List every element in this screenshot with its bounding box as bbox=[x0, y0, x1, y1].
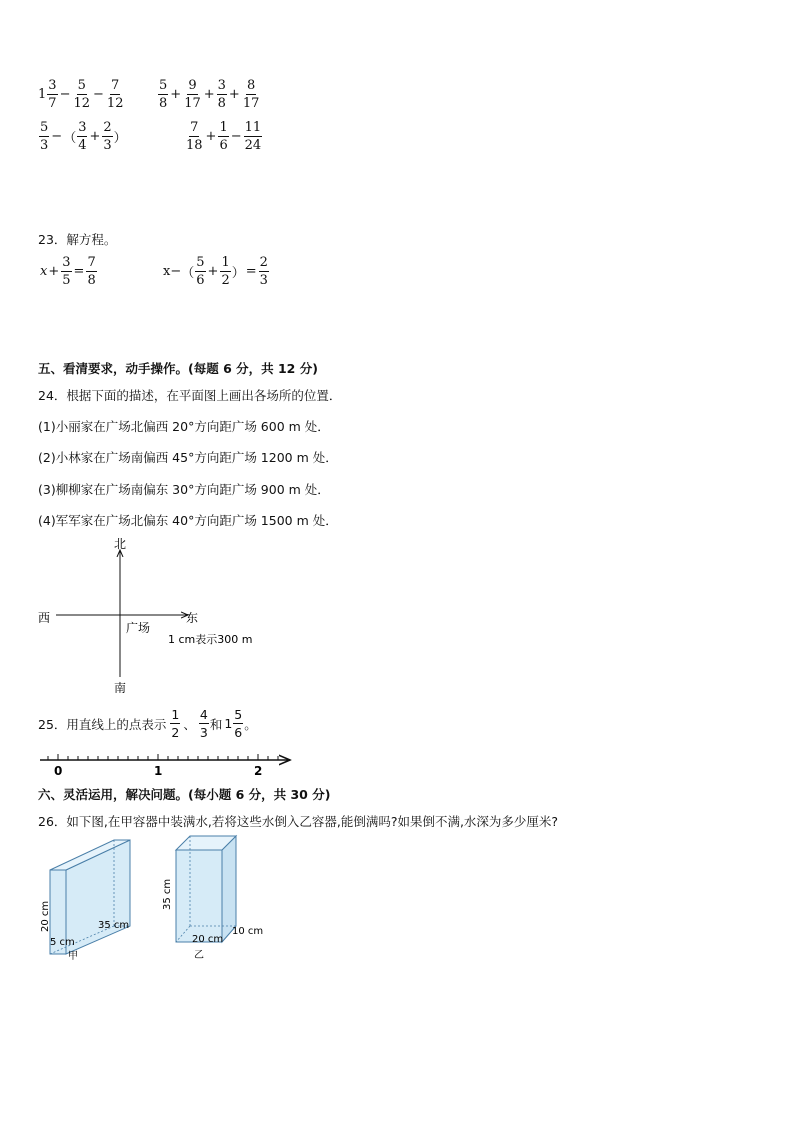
fraction: $\frac{3}{7}$ bbox=[48, 78, 57, 111]
fraction: $\frac{5}{8}$ bbox=[159, 78, 168, 111]
compass-diagram bbox=[30, 532, 290, 702]
tick-label-0: 0 bbox=[54, 764, 63, 778]
q24-prompt: 24．根据下面的描述，在平面图上画出各场所的位置． bbox=[38, 388, 342, 403]
fraction: $\frac{4}{3}$ bbox=[199, 707, 208, 740]
fraction: $\frac{3}{4}$ bbox=[78, 120, 87, 153]
fraction: $\frac{5}{6}$ bbox=[196, 255, 205, 288]
fraction: $\frac{2}{3}$ bbox=[103, 120, 112, 153]
fraction: $\frac{5}{6}$ bbox=[234, 707, 243, 740]
box-a-length: 35 cm bbox=[98, 920, 130, 931]
container-a-diagram bbox=[36, 836, 146, 961]
box-a-width: 5 cm bbox=[50, 937, 75, 948]
fraction: $\frac{2}{3}$ bbox=[259, 255, 268, 288]
q23-label: 23．解方程。 bbox=[38, 232, 117, 247]
fraction: $\frac{5}{12}$ bbox=[73, 78, 91, 111]
east-label: 东 bbox=[186, 611, 199, 625]
west-label: 西 bbox=[38, 611, 51, 625]
fraction: $\frac{7}{12}$ bbox=[106, 78, 124, 111]
box-b-height: 35 cm bbox=[162, 878, 173, 910]
q25-prompt: 25．用直线上的点表示 $\frac{1}{2}$ 、 $\frac{4}{3}$ 和 1 $\frac{5}{6}$ 。 bbox=[38, 707, 257, 740]
north-label: 北 bbox=[114, 537, 127, 551]
fraction: $\frac{9}{17}$ bbox=[184, 78, 201, 111]
box-b-length: 20 cm bbox=[192, 934, 224, 945]
fraction: $\frac{1}{6}$ bbox=[219, 120, 228, 153]
number-line bbox=[36, 748, 296, 778]
box-b-width: 10 cm bbox=[232, 926, 264, 937]
fraction: $\frac{7}{8}$ bbox=[87, 255, 96, 288]
container-b-diagram bbox=[160, 830, 270, 965]
q24-item-1: (1)小丽家在广场北偏西 20°方向距广场 600 m 处． bbox=[38, 419, 330, 434]
fraction: $\frac{5}{3}$ bbox=[40, 120, 49, 153]
section5-heading: 五、看清要求，动手操作。(每题 6 分，共 12 分) bbox=[38, 361, 318, 376]
section6-heading: 六、灵活运用，解决问题。(每小题 6 分，共 30 分) bbox=[38, 787, 331, 802]
expr-2: $\frac{5}{8}$ + $\frac{9}{17}$ + $\frac{3}{8}$ + $\frac{8}{17}$ bbox=[159, 78, 260, 111]
fraction: $\frac{8}{17}$ bbox=[242, 78, 260, 111]
box-a-height: 20 cm bbox=[40, 900, 51, 932]
expr-1: 1 $\frac{3}{7}$ − $\frac{5}{12}$ − $\frac{7}{12}$ bbox=[38, 78, 124, 111]
fraction: $\frac{1}{2}$ bbox=[221, 255, 230, 288]
fraction: $\frac{3}{8}$ bbox=[217, 78, 226, 111]
south-label: 南 bbox=[114, 681, 127, 695]
expr-4: $\frac{7}{18}$ + $\frac{1}{6}$ − $\frac{11}{24}$ bbox=[186, 120, 262, 153]
tick-label-2: 2 bbox=[254, 764, 263, 778]
scale-label: 1 cm表示300 m bbox=[168, 633, 253, 646]
q24-item-3: (3)柳柳家在广场南偏东 30°方向距广场 900 m 处． bbox=[38, 482, 330, 497]
q24-item-4: (4)军军家在广场北偏东 40°方向距广场 1500 m 处． bbox=[38, 513, 338, 528]
fraction: $\frac{7}{18}$ bbox=[186, 120, 203, 153]
box-a-name: 甲 bbox=[68, 951, 78, 961]
box-b-name: 乙 bbox=[194, 950, 204, 961]
fraction: $\frac{3}{5}$ bbox=[62, 255, 71, 288]
fraction: $\frac{11}{24}$ bbox=[244, 120, 262, 153]
equation-2: x− （ $\frac{5}{6}$ + $\frac{1}{2}$ ） = $\frac{2}{3}$ bbox=[163, 255, 268, 288]
fraction: $\frac{1}{2}$ bbox=[171, 707, 180, 740]
plaza-label: 广场 bbox=[126, 621, 151, 635]
equation-1: x + $\frac{3}{5}$ = $\frac{7}{8}$ bbox=[40, 255, 96, 288]
expr-3: $\frac{5}{3}$ − （ $\frac{3}{4}$ + $\frac{2}{3}$ ） bbox=[40, 120, 127, 153]
q26-prompt: 26．如下图,在甲容器中装满水,若将这些水倒入乙容器,能倒满吗?如果倒不满,水深为多少厘米? bbox=[38, 814, 559, 829]
q24-item-2: (2)小林家在广场南偏西 45°方向距广场 1200 m 处． bbox=[38, 450, 338, 465]
tick-label-1: 1 bbox=[154, 764, 163, 778]
